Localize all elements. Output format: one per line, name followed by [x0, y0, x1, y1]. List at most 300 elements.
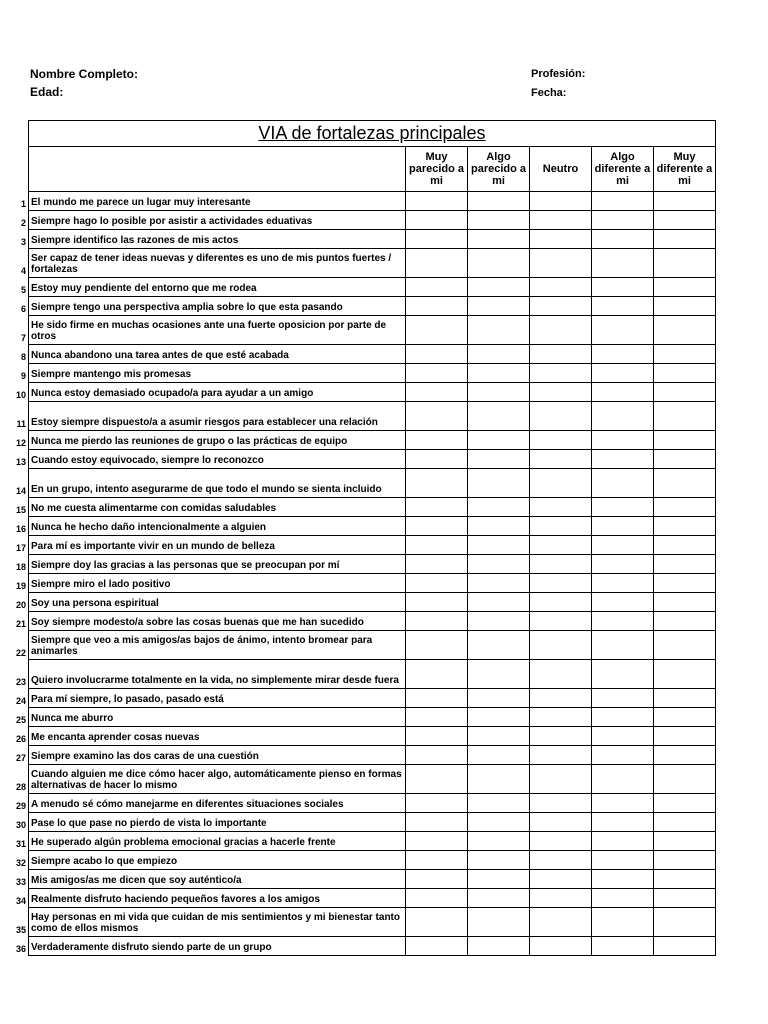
answer-cell-4[interactable]	[592, 889, 654, 908]
question-text: Soy una persona espiritual	[29, 593, 406, 612]
answer-cell-2[interactable]	[468, 870, 530, 889]
question-text: A menudo sé cómo manejarme en diferentes situaciones sociales	[29, 794, 406, 813]
answer-cell-1[interactable]	[406, 794, 468, 813]
answer-cell-1[interactable]	[406, 555, 468, 574]
question-text: Siempre que veo a mis amigos/as bajos de ánimo, intento bromear para animarles	[29, 631, 406, 660]
answer-cell-2[interactable]	[468, 889, 530, 908]
answer-cell-5[interactable]	[654, 794, 716, 813]
answer-cell-5[interactable]	[654, 689, 716, 708]
answer-cell-2[interactable]	[468, 746, 530, 765]
item-number: 28	[15, 782, 26, 792]
question-text: El mundo me parece un lugar muy interesante	[29, 192, 406, 211]
question-text: Siempre doy las gracias a las personas que se preocupan por mí	[29, 555, 406, 574]
answer-cell-3[interactable]	[530, 746, 592, 765]
question-text: Verdaderamente disfruto siendo parte de un grupo	[29, 937, 406, 956]
answer-cell-2[interactable]	[468, 192, 530, 211]
answer-cell-4[interactable]	[592, 612, 654, 631]
answer-cell-5[interactable]	[654, 555, 716, 574]
answer-cell-1[interactable]	[406, 517, 468, 536]
answer-cell-1[interactable]	[406, 937, 468, 956]
answer-cell-5[interactable]	[654, 383, 716, 402]
table-row	[29, 746, 716, 765]
answer-cell-2[interactable]	[468, 727, 530, 746]
table-row	[29, 813, 716, 832]
item-number: 35	[15, 925, 26, 935]
item-number: 10	[15, 390, 26, 400]
answer-cell-5[interactable]	[654, 431, 716, 450]
answer-cell-1[interactable]	[406, 230, 468, 249]
answer-cell-5[interactable]	[654, 402, 716, 431]
answer-cell-4[interactable]	[592, 536, 654, 555]
item-number: 13	[15, 457, 26, 467]
answer-cell-3[interactable]	[530, 889, 592, 908]
answer-cell-4[interactable]	[592, 689, 654, 708]
question-text: Mis amigos/as me dicen que soy auténtico/a	[29, 870, 406, 889]
question-text: Siempre tengo una perspectiva amplia sobre lo que esta pasando	[29, 297, 406, 316]
question-text: Pase lo que pase no pierdo de vista lo importante	[29, 813, 406, 832]
table-row	[29, 832, 716, 851]
answer-cell-4[interactable]	[592, 211, 654, 230]
answer-cell-4[interactable]	[592, 631, 654, 660]
question-text: Quiero involucrarme totalmente en la vida, no simplemente mirar desde fuera	[29, 660, 406, 689]
answer-cell-4[interactable]	[592, 450, 654, 469]
answer-cell-3[interactable]	[530, 364, 592, 383]
answer-cell-4[interactable]	[592, 517, 654, 536]
answer-cell-2[interactable]	[468, 278, 530, 297]
answer-cell-1[interactable]	[406, 469, 468, 498]
answer-cell-3[interactable]	[530, 383, 592, 402]
answer-cell-3[interactable]	[530, 536, 592, 555]
answer-cell-4[interactable]	[592, 383, 654, 402]
answer-cell-2[interactable]	[468, 536, 530, 555]
table-row	[29, 708, 716, 727]
table-row	[29, 794, 716, 813]
answer-cell-1[interactable]	[406, 574, 468, 593]
answer-cell-2[interactable]	[468, 364, 530, 383]
column-header-1: Muy parecido a mi	[406, 147, 468, 192]
answer-cell-3[interactable]	[530, 316, 592, 345]
answer-cell-1[interactable]	[406, 708, 468, 727]
item-number: 27	[15, 753, 26, 763]
answer-cell-3[interactable]	[530, 660, 592, 689]
answer-cell-1[interactable]	[406, 851, 468, 870]
answer-cell-5[interactable]	[654, 612, 716, 631]
table-row	[29, 498, 716, 517]
answer-cell-3[interactable]	[530, 249, 592, 278]
item-number: 12	[15, 438, 26, 448]
answer-cell-3[interactable]	[530, 851, 592, 870]
table-row	[29, 192, 716, 211]
item-number: 34	[15, 896, 26, 906]
answer-cell-1[interactable]	[406, 813, 468, 832]
answer-cell-3[interactable]	[530, 345, 592, 364]
answer-cell-3[interactable]	[530, 574, 592, 593]
table-row	[29, 431, 716, 450]
answer-cell-4[interactable]	[592, 278, 654, 297]
answer-cell-2[interactable]	[468, 383, 530, 402]
answer-cell-3[interactable]	[530, 431, 592, 450]
answer-cell-1[interactable]	[406, 631, 468, 660]
nombre-label: Nombre Completo:	[30, 67, 138, 81]
answer-cell-1[interactable]	[406, 727, 468, 746]
question-column-header	[29, 147, 406, 192]
item-number: 15	[15, 505, 26, 515]
question-text: Nunca abandono una tarea antes de que esté acabada	[29, 345, 406, 364]
question-text: Me encanta aprender cosas nuevas	[29, 727, 406, 746]
answer-cell-2[interactable]	[468, 765, 530, 794]
answer-cell-5[interactable]	[654, 660, 716, 689]
answer-cell-1[interactable]	[406, 889, 468, 908]
column-header-4: Algo diferente a mi	[592, 147, 654, 192]
answer-cell-1[interactable]	[406, 660, 468, 689]
answer-cell-5[interactable]	[654, 889, 716, 908]
answer-cell-3[interactable]	[530, 192, 592, 211]
item-number: 3	[20, 237, 26, 247]
answer-cell-4[interactable]	[592, 230, 654, 249]
answer-cell-3[interactable]	[530, 937, 592, 956]
answer-cell-5[interactable]	[654, 192, 716, 211]
item-number: 4	[20, 266, 26, 276]
answer-cell-5[interactable]	[654, 364, 716, 383]
item-number: 21	[15, 619, 26, 629]
item-number: 11	[16, 419, 26, 429]
survey-table	[28, 120, 716, 956]
answer-cell-4[interactable]	[592, 364, 654, 383]
item-number: 20	[15, 600, 26, 610]
answer-cell-5[interactable]	[654, 574, 716, 593]
answer-cell-4[interactable]	[592, 832, 654, 851]
column-header-3: Neutro	[530, 147, 592, 192]
answer-cell-2[interactable]	[468, 574, 530, 593]
question-text: Cuando alguien me dice cómo hacer algo, automáticamente pienso en formas alternativas de hacer lo mismo	[29, 765, 406, 794]
answer-cell-3[interactable]	[530, 297, 592, 316]
answer-cell-5[interactable]	[654, 870, 716, 889]
answer-cell-5[interactable]	[654, 813, 716, 832]
answer-cell-4[interactable]	[592, 345, 654, 364]
question-text: Realmente disfruto haciendo pequeños favores a los amigos	[29, 889, 406, 908]
table-row	[29, 383, 716, 402]
table-row	[29, 450, 716, 469]
answer-cell-2[interactable]	[468, 297, 530, 316]
answer-cell-4[interactable]	[592, 708, 654, 727]
item-number: 7	[20, 333, 26, 343]
item-number: 29	[15, 801, 26, 811]
answer-cell-1[interactable]	[406, 364, 468, 383]
answer-cell-5[interactable]	[654, 498, 716, 517]
answer-cell-1[interactable]	[406, 211, 468, 230]
table-row	[29, 870, 716, 889]
table-row	[29, 297, 716, 316]
table-row	[29, 937, 716, 956]
answer-cell-3[interactable]	[530, 832, 592, 851]
item-number: 36	[15, 944, 26, 954]
item-number: 26	[15, 734, 26, 744]
answer-cell-2[interactable]	[468, 689, 530, 708]
answer-cell-4[interactable]	[592, 593, 654, 612]
item-number: 14	[15, 486, 26, 496]
answer-cell-2[interactable]	[468, 345, 530, 364]
answer-cell-3[interactable]	[530, 689, 592, 708]
item-number: 24	[15, 696, 26, 706]
answer-cell-3[interactable]	[530, 211, 592, 230]
answer-cell-1[interactable]	[406, 345, 468, 364]
answer-cell-5[interactable]	[654, 832, 716, 851]
answer-cell-2[interactable]	[468, 211, 530, 230]
item-number: 6	[20, 304, 26, 314]
answer-cell-1[interactable]	[406, 249, 468, 278]
question-text: Nunca estoy demasiado ocupado/a para ayudar a un amigo	[29, 383, 406, 402]
item-number: 30	[15, 820, 26, 830]
answer-cell-4[interactable]	[592, 794, 654, 813]
question-text: Siempre identifico las razones de mis actos	[29, 230, 406, 249]
question-text: Para mí es importante vivir en un mundo de belleza	[29, 536, 406, 555]
answer-cell-3[interactable]	[530, 908, 592, 937]
answer-cell-3[interactable]	[530, 612, 592, 631]
item-number: 5	[20, 285, 26, 295]
answer-cell-5[interactable]	[654, 937, 716, 956]
answer-cell-3[interactable]	[530, 870, 592, 889]
answer-cell-2[interactable]	[468, 555, 530, 574]
answer-cell-1[interactable]	[406, 689, 468, 708]
question-text: Estoy muy pendiente del entorno que me rodea	[29, 278, 406, 297]
answer-cell-1[interactable]	[406, 450, 468, 469]
answer-cell-3[interactable]	[530, 555, 592, 574]
table-row	[29, 765, 716, 794]
question-text: No me cuesta alimentarme con comidas saludables	[29, 498, 406, 517]
answer-cell-5[interactable]	[654, 249, 716, 278]
answer-cell-2[interactable]	[468, 316, 530, 345]
table-row	[29, 727, 716, 746]
answer-cell-5[interactable]	[654, 765, 716, 794]
answer-cell-1[interactable]	[406, 383, 468, 402]
question-text: He sido firme en muchas ocasiones ante una fuerte oposicion por parte de otros	[29, 316, 406, 345]
answer-cell-2[interactable]	[468, 450, 530, 469]
answer-cell-4[interactable]	[592, 249, 654, 278]
question-text: Nunca me pierdo las reuniones de grupo o las prácticas de equipo	[29, 431, 406, 450]
item-number: 22	[15, 648, 26, 658]
answer-cell-2[interactable]	[468, 230, 530, 249]
answer-cell-2[interactable]	[468, 708, 530, 727]
answer-cell-3[interactable]	[530, 765, 592, 794]
table-row	[29, 593, 716, 612]
table-row	[29, 908, 716, 937]
item-number: 1	[20, 199, 26, 209]
answer-cell-4[interactable]	[592, 813, 654, 832]
answer-cell-1[interactable]	[406, 612, 468, 631]
question-text: He superado algún problema emocional gracias a hacerle frente	[29, 832, 406, 851]
table-row	[29, 402, 716, 431]
answer-cell-4[interactable]	[592, 402, 654, 431]
question-text: Siempre hago lo posible por asistir a actividades eduativas	[29, 211, 406, 230]
table-row	[29, 555, 716, 574]
answer-cell-1[interactable]	[406, 192, 468, 211]
question-text: Para mí siempre, lo pasado, pasado está	[29, 689, 406, 708]
answer-cell-4[interactable]	[592, 297, 654, 316]
question-text: Nunca he hecho daño intencionalmente a alguien	[29, 517, 406, 536]
answer-cell-3[interactable]	[530, 402, 592, 431]
answer-cell-3[interactable]	[530, 278, 592, 297]
answer-cell-1[interactable]	[406, 536, 468, 555]
question-text: Ser capaz de tener ideas nuevas y diferentes es uno de mis puntos fuertes / fortalezas	[29, 249, 406, 278]
table-row	[29, 574, 716, 593]
answer-cell-5[interactable]	[654, 450, 716, 469]
edad-label: Edad:	[30, 85, 64, 99]
answer-cell-1[interactable]	[406, 870, 468, 889]
question-text: Cuando estoy equivocado, siempre lo reconozco	[29, 450, 406, 469]
answer-cell-5[interactable]	[654, 631, 716, 660]
answer-cell-3[interactable]	[530, 727, 592, 746]
column-header-2: Algo parecido a mi	[468, 147, 530, 192]
answer-cell-4[interactable]	[592, 192, 654, 211]
question-text: Siempre examino las dos caras de una cuestión	[29, 746, 406, 765]
answer-cell-1[interactable]	[406, 765, 468, 794]
answer-cell-1[interactable]	[406, 908, 468, 937]
answer-cell-1[interactable]	[406, 297, 468, 316]
answer-cell-4[interactable]	[592, 851, 654, 870]
answer-cell-2[interactable]	[468, 813, 530, 832]
answer-cell-1[interactable]	[406, 278, 468, 297]
answer-cell-5[interactable]	[654, 469, 716, 498]
answer-cell-2[interactable]	[468, 612, 530, 631]
answer-cell-1[interactable]	[406, 498, 468, 517]
answer-cell-5[interactable]	[654, 908, 716, 937]
answer-cell-4[interactable]	[592, 316, 654, 345]
answer-cell-2[interactable]	[468, 832, 530, 851]
question-text: Soy siempre modesto/a sobre las cosas buenas que me han sucedido	[29, 612, 406, 631]
answer-cell-4[interactable]	[592, 727, 654, 746]
table-row	[29, 316, 716, 345]
answer-cell-2[interactable]	[468, 249, 530, 278]
answer-cell-3[interactable]	[530, 230, 592, 249]
table-row	[29, 278, 716, 297]
answer-cell-4[interactable]	[592, 574, 654, 593]
answer-cell-5[interactable]	[654, 851, 716, 870]
answer-cell-1[interactable]	[406, 431, 468, 450]
answer-cell-2[interactable]	[468, 660, 530, 689]
answer-cell-5[interactable]	[654, 708, 716, 727]
answer-cell-2[interactable]	[468, 937, 530, 956]
item-number: 31	[15, 839, 26, 849]
answer-cell-2[interactable]	[468, 431, 530, 450]
answer-cell-5[interactable]	[654, 345, 716, 364]
answer-cell-5[interactable]	[654, 593, 716, 612]
answer-cell-4[interactable]	[592, 765, 654, 794]
answer-cell-5[interactable]	[654, 230, 716, 249]
item-number: 33	[15, 877, 26, 887]
answer-cell-2[interactable]	[468, 593, 530, 612]
question-text: Siempre mantengo mis promesas	[29, 364, 406, 383]
answer-cell-4[interactable]	[592, 908, 654, 937]
table-row	[29, 345, 716, 364]
answer-cell-1[interactable]	[406, 746, 468, 765]
fecha-label: Fecha:	[531, 87, 567, 99]
answer-cell-4[interactable]	[592, 937, 654, 956]
question-text: Siempre miro el lado positivo	[29, 574, 406, 593]
answer-cell-3[interactable]	[530, 498, 592, 517]
answer-cell-3[interactable]	[530, 593, 592, 612]
question-text: Estoy siempre dispuesto/a a asumir riesgos para establecer una relación	[29, 402, 406, 431]
answer-cell-2[interactable]	[468, 794, 530, 813]
answer-cell-4[interactable]	[592, 431, 654, 450]
answer-cell-5[interactable]	[654, 536, 716, 555]
table-row	[29, 631, 716, 660]
item-number: 25	[15, 715, 26, 725]
item-number: 32	[15, 858, 26, 868]
answer-cell-2[interactable]	[468, 517, 530, 536]
answer-cell-4[interactable]	[592, 660, 654, 689]
answer-cell-1[interactable]	[406, 402, 468, 431]
answer-cell-5[interactable]	[654, 316, 716, 345]
answer-cell-5[interactable]	[654, 517, 716, 536]
table-row	[29, 612, 716, 631]
answer-cell-3[interactable]	[530, 517, 592, 536]
answer-cell-3[interactable]	[530, 450, 592, 469]
answer-cell-5[interactable]	[654, 211, 716, 230]
answer-cell-3[interactable]	[530, 469, 592, 498]
answer-cell-1[interactable]	[406, 316, 468, 345]
answer-cell-2[interactable]	[468, 469, 530, 498]
answer-cell-3[interactable]	[530, 708, 592, 727]
column-header-5: Muy diferente a mi	[654, 147, 716, 192]
answer-cell-5[interactable]	[654, 278, 716, 297]
table-row	[29, 851, 716, 870]
table-row	[29, 689, 716, 708]
table-title: VIA de fortalezas principales	[29, 121, 716, 147]
question-text: En un grupo, intento asegurarme de que todo el mundo se sienta incluido	[29, 469, 406, 498]
question-text: Hay personas en mi vida que cuidan de mis sentimientos y mi bienestar tanto como de ellos mismos	[29, 908, 406, 937]
answer-cell-1[interactable]	[406, 832, 468, 851]
table-row	[29, 230, 716, 249]
item-number: 2	[20, 218, 26, 228]
answer-cell-5[interactable]	[654, 727, 716, 746]
answer-cell-4[interactable]	[592, 469, 654, 498]
answer-cell-4[interactable]	[592, 498, 654, 517]
table-row	[29, 517, 716, 536]
answer-cell-3[interactable]	[530, 631, 592, 660]
item-number: 16	[15, 524, 26, 534]
table-row	[29, 211, 716, 230]
answer-cell-4[interactable]	[592, 555, 654, 574]
item-number: 17	[15, 543, 26, 553]
answer-cell-3[interactable]	[530, 813, 592, 832]
answer-cell-4[interactable]	[592, 870, 654, 889]
table-row	[29, 364, 716, 383]
table-row	[29, 660, 716, 689]
table-row	[29, 469, 716, 498]
answer-cell-2[interactable]	[468, 402, 530, 431]
question-text: Siempre acabo lo que empiezo	[29, 851, 406, 870]
answer-cell-1[interactable]	[406, 593, 468, 612]
answer-cell-5[interactable]	[654, 746, 716, 765]
answer-cell-3[interactable]	[530, 794, 592, 813]
table-row	[29, 249, 716, 278]
question-text: Nunca me aburro	[29, 708, 406, 727]
profesion-label: Profesión:	[531, 68, 586, 80]
item-number: 18	[15, 562, 26, 572]
table-row	[29, 536, 716, 555]
item-number: 19	[15, 581, 26, 591]
answer-cell-2[interactable]	[468, 631, 530, 660]
table-row	[29, 889, 716, 908]
answer-cell-2[interactable]	[468, 908, 530, 937]
item-number: 9	[20, 371, 26, 381]
answer-cell-5[interactable]	[654, 297, 716, 316]
answer-cell-2[interactable]	[468, 851, 530, 870]
item-number: 23	[15, 677, 26, 687]
item-number: 8	[20, 352, 26, 362]
answer-cell-2[interactable]	[468, 498, 530, 517]
answer-cell-4[interactable]	[592, 746, 654, 765]
